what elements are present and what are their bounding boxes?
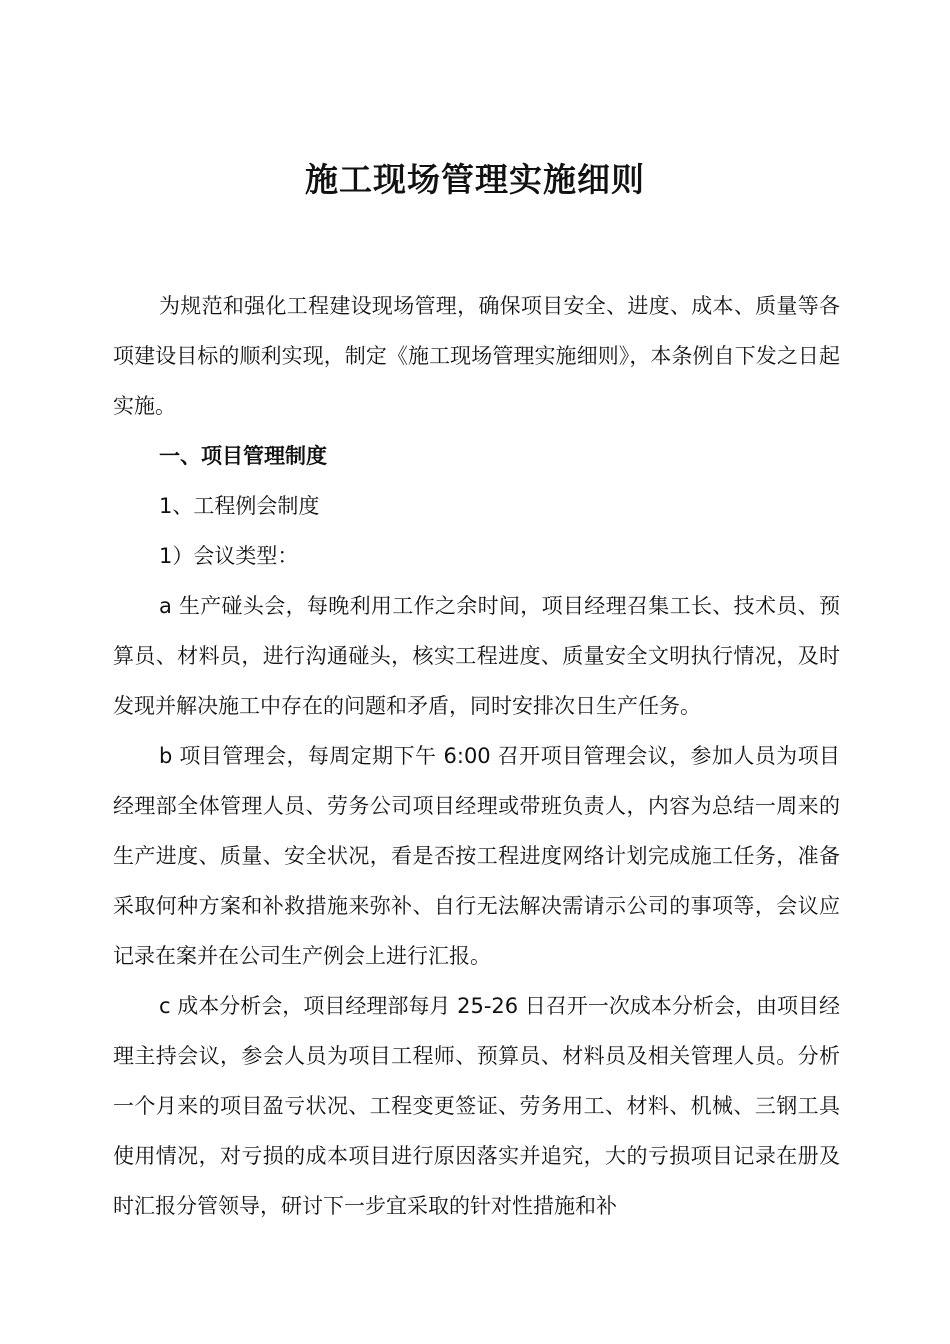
intro-paragraph: 为规范和强化工程建设现场管理，确保项目安全、进度、成本、质量等各项建设目标的顺利实现，制定《施工现场管理实施细则》，本条例自下发之日起实施。 [113, 294, 840, 418]
meeting-type-a-paragraph: a 生产碰头会，每晚利用工作之余时间，项目经理召集工长、技术员、预算员、材料员，进行沟通碰头，核实工程进度、质量安全文明执行情况，及时发现并解决施工中存在的问题和矛盾，同时安排次日生产任务。 [113, 594, 840, 718]
document-body [113, 281, 840, 1231]
subsection-heading: 1、工程例会制度 [159, 494, 320, 518]
list-heading: 1）会议类型： [159, 544, 299, 568]
meeting-type-c-paragraph: c 成本分析会，项目经理部每月 25-26 日召开一次成本分析会，由项目经理主持会议，参会人员为项目工程师、预算员、材料员及相关管理人员。分析一个月来的项目盈亏状况、工程变更签证、劳务用工、材料、机械、三钢工具使用情况，对亏损的成本项目进行原因落实并追究，大的亏损项目记录在册及时汇报分管领导，研讨下一步宜采取的针对性措施和补 [113, 994, 840, 1218]
section-heading: 一、项目管理制度 [159, 444, 327, 468]
document-title: 施工现场管理实施细则 [305, 160, 645, 199]
meeting-type-b-paragraph: b 项目管理会，每周定期下午 6:00 召开项目管理会议，参加人员为项目经理部全体管理人员、劳务公司项目经理或带班负责人，内容为总结一周来的生产进度、质量、安全状况，看是否按工程进度网络计划完成施工任务，准备采取何种方案和补救措施来弥补、自行无法解决需请示公司的事项等，会议应记录在案并在公司生产例会上进行汇报。 [113, 744, 840, 968]
